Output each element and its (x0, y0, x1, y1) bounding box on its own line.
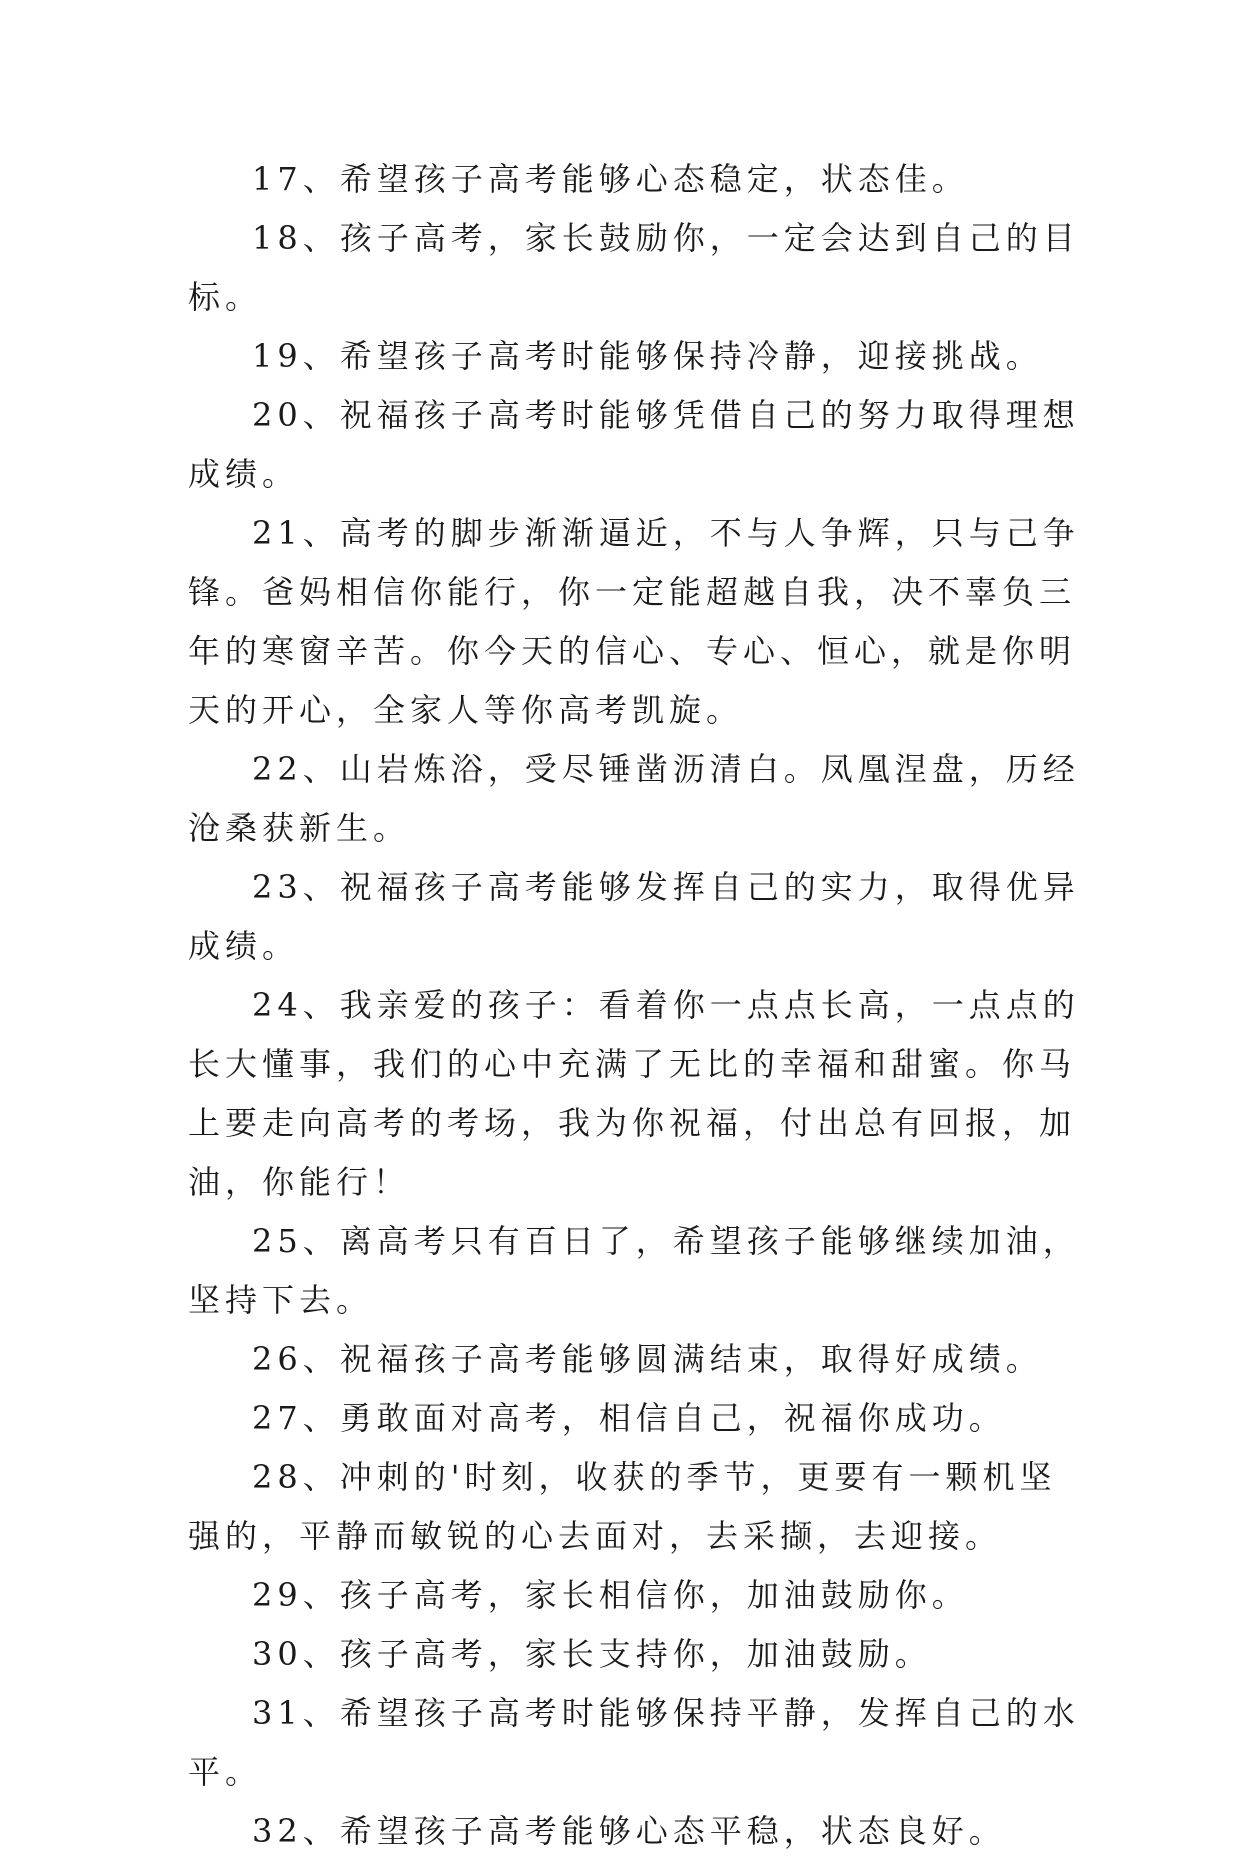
paragraph-25: 25、离高考只有百日了，希望孩子能够继续加油，坚持下去。 (188, 1222, 1080, 1319)
paragraph-27: 27、勇敢面对高考，相信自己，祝福你成功。 (252, 1399, 1006, 1437)
paragraph-23: 23、祝福孩子高考能够发挥自己的实力，取得优异成绩。 (188, 868, 1080, 965)
paragraph-26: 26、祝福孩子高考能够圆满结束，取得好成绩。 (252, 1340, 1043, 1378)
paragraph-31: 31、希望孩子高考时能够保持平静，发挥自己的水平。 (188, 1694, 1080, 1791)
paragraph-30: 30、孩子高考，家长支持你，加油鼓励。 (252, 1635, 932, 1673)
paragraph-20: 20、祝福孩子高考时能够凭借自己的努力取得理想成绩。 (188, 396, 1080, 493)
paragraph-22: 22、山岩炼浴，受尽锤凿沥清白。凤凰涅盘，历经沧桑获新生。 (188, 750, 1080, 847)
paragraph-24: 24、我亲爱的孩子：看着你一点点长高，一点点的长大懂事，我们的心中充满了无比的幸福和甜蜜。你马上要走向高考的考场，我为你祝福，付出总有回报，加油，你能行！ (188, 986, 1080, 1201)
paragraph-18: 18、孩子高考，家长鼓励你，一定会达到自己的目标。 (188, 219, 1080, 316)
paragraph-17: 17、希望孩子高考能够心态稳定，状态佳。 (252, 160, 969, 198)
paragraph-32: 32、希望孩子高考能够心态平稳，状态良好。 (252, 1812, 1006, 1850)
paragraph-29: 29、孩子高考，家长相信你，加油鼓励你。 (252, 1576, 969, 1614)
paragraph-28: 28、冲刺的'时刻，收获的季节，更要有一颗机坚强的，平静而敏锐的心去面对，去采撷，去迎接。 (188, 1458, 1057, 1555)
document-body (188, 150, 1088, 1861)
paragraph-19: 19、希望孩子高考时能够保持冷静，迎接挑战。 (252, 337, 1043, 375)
paragraph-21: 21、高考的脚步渐渐逼近，不与人争辉，只与己争锋。爸妈相信你能行，你一定能超越自我，决不辜负三年的寒窗辛苦。你今天的信心、专心、恒心，就是你明天的开心，全家人等你高考凯旋。 (188, 514, 1080, 729)
